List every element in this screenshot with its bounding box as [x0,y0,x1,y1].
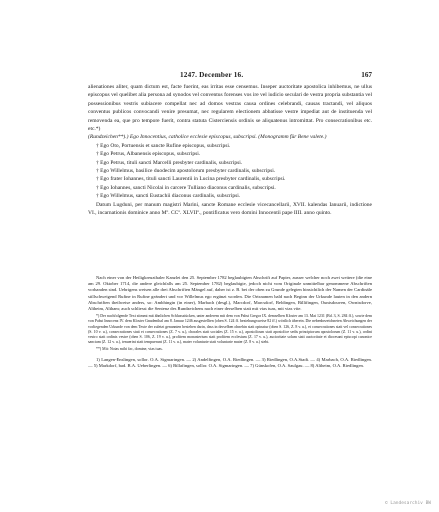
rota-line: (Rundzeichen**).) Ego Innocentius, catholice ecclesie episcopus, subscripsi. (Monogramm für Bene valete.) [88,134,327,141]
charter-paragraph: alienationes aliter, quam dictum est, facte fuerint, eas irritas esse censemus. Inseper auctoritate apostolica inhibemus, ne ullus episcopus vel quelibet alia persona ad synodos vel conventus forenses vos ire vel iudicio seculari de vestra propria substantia vel possessionibus vestris subiacere compellat nec ad domos vestras causa ordines celebrandi, causas tractandi, vel aliquos conventus publicos convocandi venire presumat, nec regularem electionem abbatisse vestre impediat aut de instituenda vel removenda ea, que pro tempore fuerit, contra statuta Cisterciensis ordinis se aliquatenus intromittat. Pro consecrationibus etc. etc.*) [88,84,372,133]
scan-watermark: © Landesarchiv BW [384,501,431,506]
source-note: Nach einer von der Heiligkreuzthaler Kanzlei den 25. September 1782 beglaubigten Abschrift auf Papier, ausser welcher noch zwei weitere (die eine am 29. Oktober 1714, die andere gleichfalls am 25. September 1782) beglaubigte, jedoch nicht vom Originale unmittelbar genommene Abschriften vorhanden sind. Uebrigens weisen alle drei Abschriften Mängel auf, daher ist z. B. bei der oben zu Grunde gelegten hinsichtlich der Namen der Cardinäle stillschweigend Rufine in Rufine geändert und vor Willelmus ego ergänzt worden. Die Ortsnamen bald nach Beginn der Urkunde lauten in den andern Abschriften theilweise anders, so: Ambhingin (in einer), Marbach (desgl.), Marcdorf, Marcsdorf, Beldingen, Billifingen, Ounisdouven, Ownisdorve, Altheim, Altham; auch schliesst die Sentenz des Rundzeichens nach einer derselben statt mit vias tuas, mit vias vite. [88,275,372,312]
charter-text [88,83,372,218]
signature-line: † Ego frater Iohannes, tituli sancti Laurentii in Lucina presbyter cardinalis, subscripsi. [96,176,286,183]
signature-line: † Ego Oto, Portuensis et sancte Rufine episcopus, subscripsi. [96,142,231,149]
place-references: 1) Langen-Enslingen, sollor. O.A. Sigmaringen. — 2) Andelfingen, O.A. Riedlingen. — 3) Riedlingen, O.A.Stadt. — 4) Marbach, O.A. Riedlingen. — 5) Markdorf, bad. B.A. Ueberlingen. — 6) Billafingen, sollor. O.A. Sigmaringen. — 7) Günskofen, O.A. Saulgau. — 8) Altheim, O.A. Riedlingen. [88,356,372,369]
footnote: *) Der nachfolgende Text stimmt mit ähnlichen Schlussstücken, unter anderem mit dem von Pabst Gregor IX. demselben Kloster am 13. Mai 1231 (Bd. 3, S. 284 ff.), sowie dem von Pabst Innocenz IV. dem Kloster Gnadenthal am 8. Januar 1246 ausgestellten (oben S. 124 ff. beziehungsweise 82 ff.) wörtlich überein. Die nebenbezeichneten Abweichungen der vorliegenden Urkunde von dem Texte der zuletzt genannten bestehen darin, dass in derselben ohnehin statt opinatur (oben S. 126, Z. 8 v. u.), et consecrationes statt vel consecrationes (S. 10 v. u.), consecrationes statt et consecrationes (Z. 7 v. u.), chorales statt sociales (Z. 15 v. u.), apostolicum statt apostolice sedis principiorum apostolorum (Z. 11 v. u.), ordini vestro statt ordinis vestre (oben S. 106, Z. 19 v. u.), profitem monasterium statt profitem ecclesiam (Z. 17 v. u.), auctoritate solum statt auctoritate et diocesani episcopi canonice sanctam (Z. 12 v. u.), tenuerint statt tempuerunt (Z. 11 v. u.), mater voluntarie statt voluntarie mater (Z. 8 v. u.) steht. [88,314,372,345]
signature-line: † Ego Petrus, tituli sancti Marcelli presbyter cardinalis, subscripsi. [96,159,243,166]
signature-line: † Ego Iohannes, sancti Nicolai in carcere Tulliano diaconus cardinalis, subscripsi. [96,184,276,191]
page-number: 167 [361,71,372,79]
signature-line: † Ego Petrus, Albanensis episcopus, subscripsi. [96,151,201,158]
running-header [88,71,372,83]
signature-line: † Ego Willelmus, basilice duodecim apostolorum presbyter cardinalis, subscripsi. [96,168,276,175]
datum-paragraph: Datum Lugduni, per manum magistri Marini, sancte Romane ecclesie vicecancellarii, XVII. kalendas Ianuarii, indictione VI., incarnationis dominice anno Mº. CCº. XLVIIº., pontificatus vero domini Innocentii pape IIII. anno quinto. [88,201,372,217]
signature-line: † Ego Willelmus, sancti Eustachii diaconus cardinalis, subscripsi. [96,193,241,200]
editorial-notes [88,275,372,371]
footnote: **) Mit: Notas mihi fac, domine, vias tuas. [96,347,163,352]
header-date: 1247. December 16. [180,71,244,79]
